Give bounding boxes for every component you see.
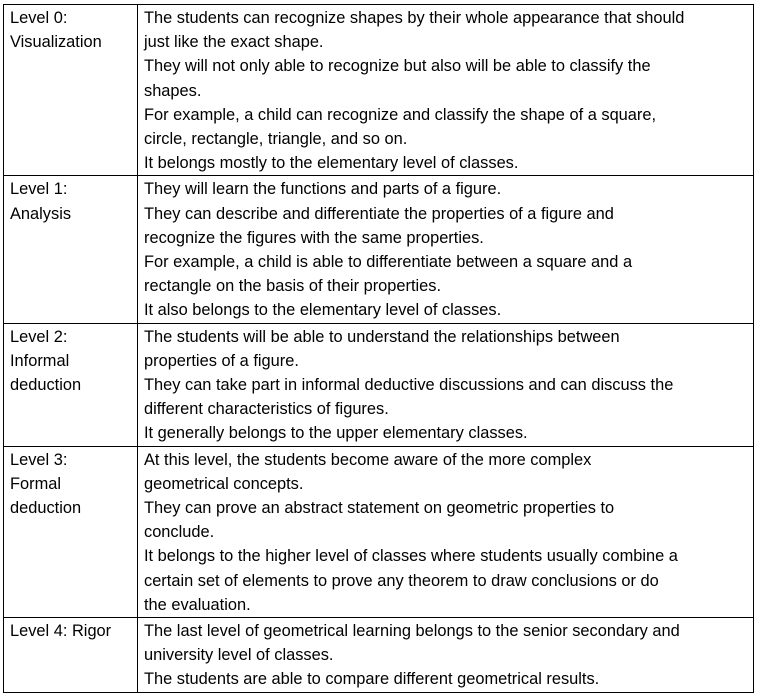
description-line: For example, a child is able to differentiate between a square and a <box>144 253 633 272</box>
description-line: For example, a child can recognize and classify the shape of a square, <box>144 105 657 124</box>
table-row <box>4 618 754 693</box>
van-hiele-levels-table <box>3 4 754 693</box>
description-cell <box>138 446 754 617</box>
description-line: The students will be able to understand the relationships between <box>144 327 620 346</box>
level-label: deduction <box>10 499 82 518</box>
description-cell <box>138 176 754 323</box>
description-line: conclude. <box>144 523 215 542</box>
level-cell <box>4 446 138 617</box>
level-label: Level 3: <box>10 450 68 469</box>
level-cell <box>4 5 138 176</box>
table-row <box>4 323 754 446</box>
description-line: recognize the figures with the same properties. <box>144 228 484 247</box>
table-row <box>4 5 754 176</box>
description-line: They will learn the functions and parts of a figure. <box>144 180 502 199</box>
level-label: Level 1: <box>10 180 68 199</box>
level-cell <box>4 176 138 323</box>
level-label: Level 2: <box>10 327 68 346</box>
description-line: They can prove an abstract statement on geometric properties to <box>144 499 615 518</box>
description-line: They can describe and differentiate the properties of a figure and <box>144 204 614 223</box>
description-line: shapes. <box>144 81 202 100</box>
table-row <box>4 176 754 323</box>
level-cell <box>4 618 138 693</box>
description-line: university level of classes. <box>144 646 334 665</box>
description-line: They can take part in informal deductive discussions and can discuss the <box>144 376 674 395</box>
description-line: certain set of elements to prove any theorem to draw conclusions or do <box>144 571 659 590</box>
description-line: just like the exact shape. <box>144 33 324 52</box>
level-label: Formal <box>10 474 61 493</box>
level-label: Visualization <box>10 33 102 52</box>
description-line: geometrical concepts. <box>144 474 304 493</box>
description-line: properties of a figure. <box>144 351 299 370</box>
description-line: It generally belongs to the upper elementary classes. <box>144 424 528 443</box>
description-line: At this level, the students become aware of the more complex <box>144 450 592 469</box>
description-cell <box>138 618 754 693</box>
description-line: different characteristics of figures. <box>144 400 389 419</box>
description-line: The students are able to compare different geometrical results. <box>144 670 600 689</box>
description-cell <box>138 323 754 446</box>
description-line: The last level of geometrical learning belongs to the senior secondary and <box>144 622 680 641</box>
level-label: Analysis <box>10 204 72 223</box>
description-cell <box>138 5 754 176</box>
level-label: Level 4: Rigor <box>10 622 112 641</box>
description-line: The students can recognize shapes by their whole appearance that should <box>144 9 685 27</box>
description-line: rectangle on the basis of their properties. <box>144 277 442 296</box>
description-line: It belongs mostly to the elementary level of classes. <box>144 154 519 173</box>
table-row <box>4 446 754 617</box>
level-label: Informal <box>10 351 70 370</box>
description-line: It belongs to the higher level of classes where students usually combine a <box>144 547 678 566</box>
level-cell <box>4 323 138 446</box>
level-label: deduction <box>10 376 82 395</box>
description-line: It also belongs to the elementary level of classes. <box>144 301 502 320</box>
description-line: circle, rectangle, triangle, and so on. <box>144 130 408 149</box>
description-line: the evaluation. <box>144 595 251 614</box>
description-line: They will not only able to recognize but also will be able to classify the <box>144 57 651 76</box>
level-label: Level 0: <box>10 9 68 27</box>
